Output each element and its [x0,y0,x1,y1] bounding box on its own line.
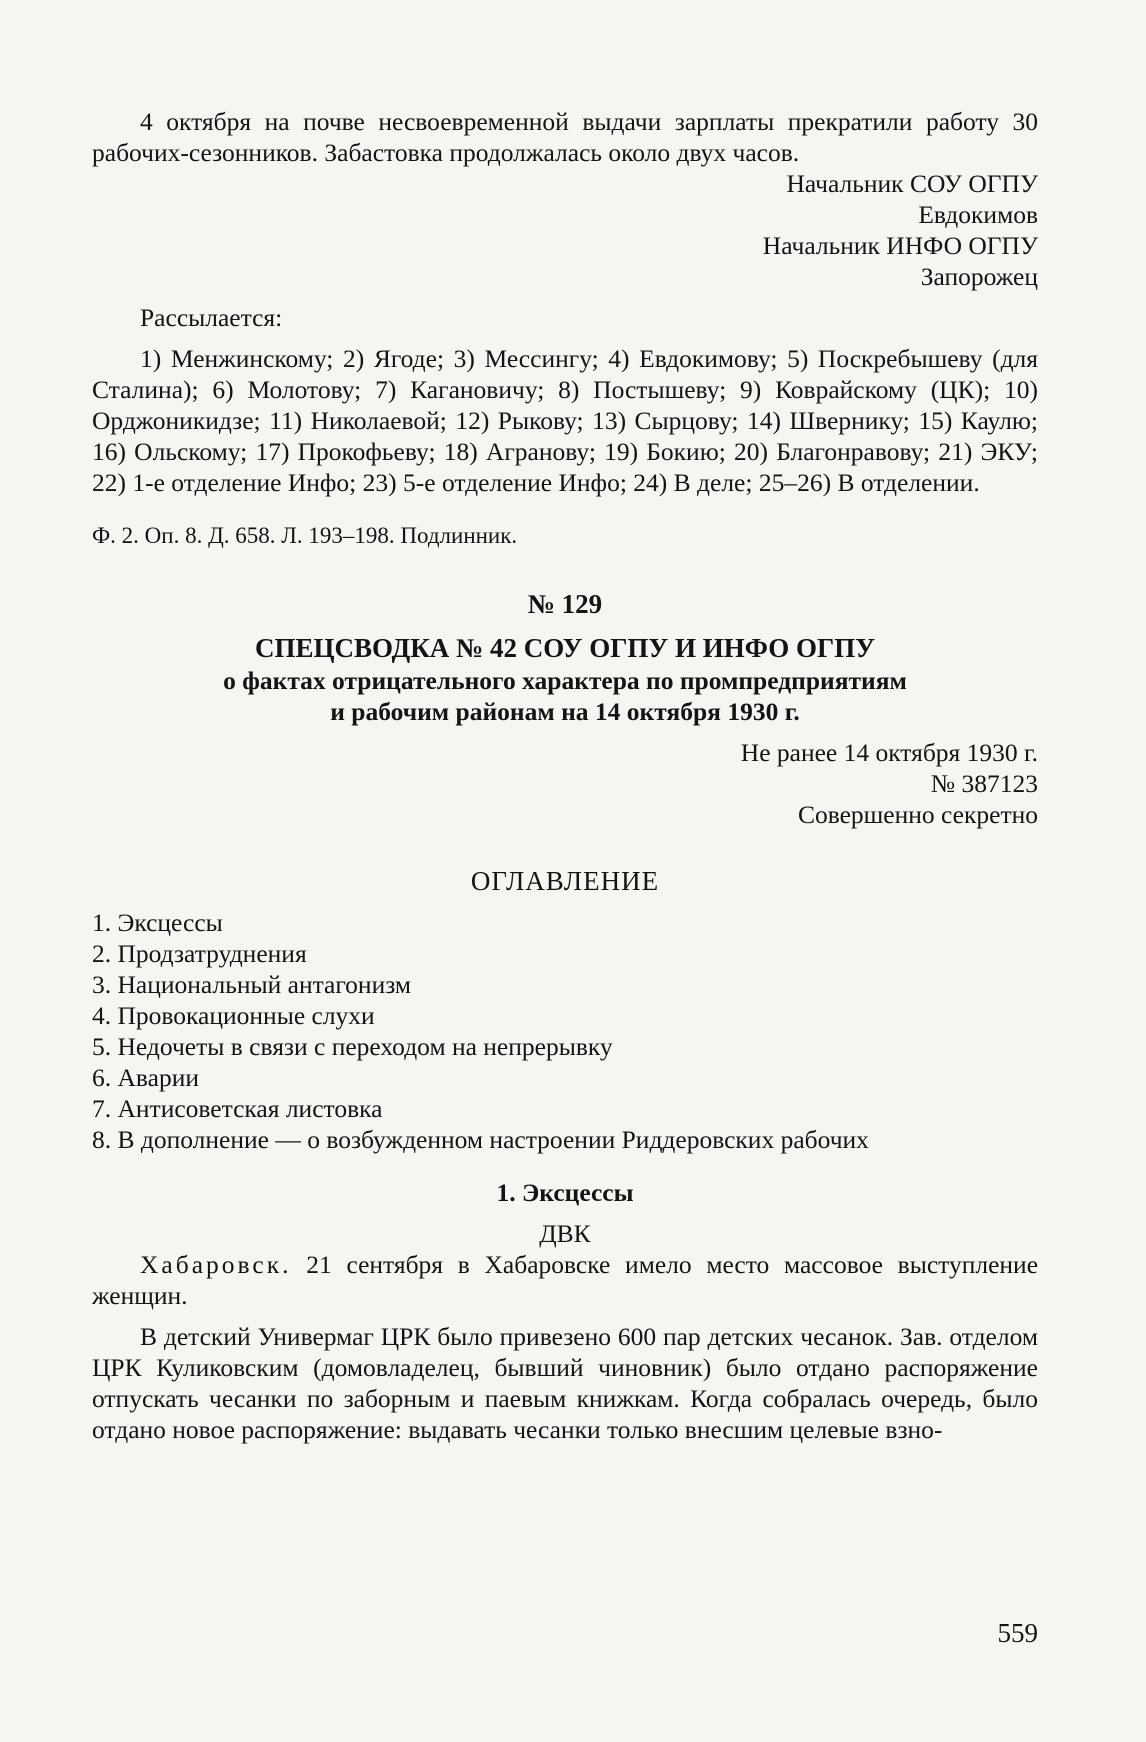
section-paragraph-2: В детский Универмаг ЦРК было привезено 600 пар детских чесанок. Зав. отделом ЦРК Куликовским (домовладелец, бывший чиновник) было отдано распоряжение отпускать чесанки по заборным и паевым книжкам. Когда собралась очередь, было отдано новое распоряжение: выдавать чесанки только внесшим целевые взно- [92,1322,1038,1444]
document-reg-number: № 387123 [930,769,1038,798]
archive-reference: Ф. 2. Оп. 8. Д. 658. Л. 193–198. Подлинник. [92,523,518,548]
signature-title-info: Начальник ИНФО ОГПУ [762,231,1038,260]
document-number: № 129 [527,589,603,619]
toc-item: 1. Эксцессы [92,908,223,937]
section-heading: 1. Эксцессы [496,1178,634,1207]
document-title: СПЕЦСВОДКА № 42 СОУ ОГПУ И ИНФО ОГПУ [254,633,876,663]
signature-name-zaporozhets: Запорожец [920,262,1038,291]
distribution-list: 1) Менжинскому; 2) Ягоде; 3) Мессингу; 4) Евдокимову; 5) Поскребышеву (для Сталина); 6) Молотову; 7) Кагановичу; 8) Постышеву; 9) Коврайскому (ЦК); 10) Орджоникидзе; 11) Николаевой; 12) Рыкову; 13) Сырцову; 14) Швернику; 15) Каулю; 16) Ольскому; 17) Прокофьеву; 18) Агранову; 19) Бокию; 20) Благонравову; 21) ЭКУ; 22) 1-е отделение Инфо; 23) 5-е отделение Инфо; 24) В деле; 25–26) В отделении. [92,344,1038,497]
section-region: ДВК [539,1219,591,1248]
toc-title: ОГЛАВЛЕНИЕ [470,866,660,896]
toc-list [92,907,1038,1155]
document-subtitle-line2: и рабочим районам на 14 октября 1930 г. [330,697,800,726]
paragraph-1-text: 21 сентября в Хабаровске имело место массовое выступление женщин. [92,1250,1039,1310]
toc-item: 6. Аварии [92,1063,199,1092]
section-paragraph-1 [92,1249,1038,1311]
document-subtitle-line1: о фактах отрицательного характера по промпредприятиям [223,666,907,695]
opening-paragraph: 4 октября на почве несвоевременной выдачи зарплаты прекратили работу 30 рабочих-сезонников. Забастовка продолжалась около двух часов. [92,107,1038,167]
toc-item: 7. Антисоветская листовка [92,1094,383,1123]
toc-item: 8. В дополнение — о возбужденном настроении Риддеровских рабочих [92,1125,869,1154]
toc-item: 2. Продзатруднения [92,939,307,968]
signature-name-evdokimov: Евдокимов [918,200,1038,229]
page-number: 559 [997,1618,1038,1648]
signature-title-sou: Начальник СОУ ОГПУ [786,169,1038,198]
toc-item: 4. Провокационные слухи [92,1001,375,1030]
toc-item: 5. Недочеты в связи с переходом на непрерывку [92,1032,613,1061]
city-name: Хабаровск. [140,1250,292,1279]
distribution-label: Рассылается: [140,303,283,332]
document-classification: Совершенно секретно [797,800,1038,829]
toc-item: 3. Национальный антагонизм [92,970,412,999]
document-date: Не ранее 14 октября 1930 г. [740,738,1038,767]
page-content [92,106,1038,1445]
